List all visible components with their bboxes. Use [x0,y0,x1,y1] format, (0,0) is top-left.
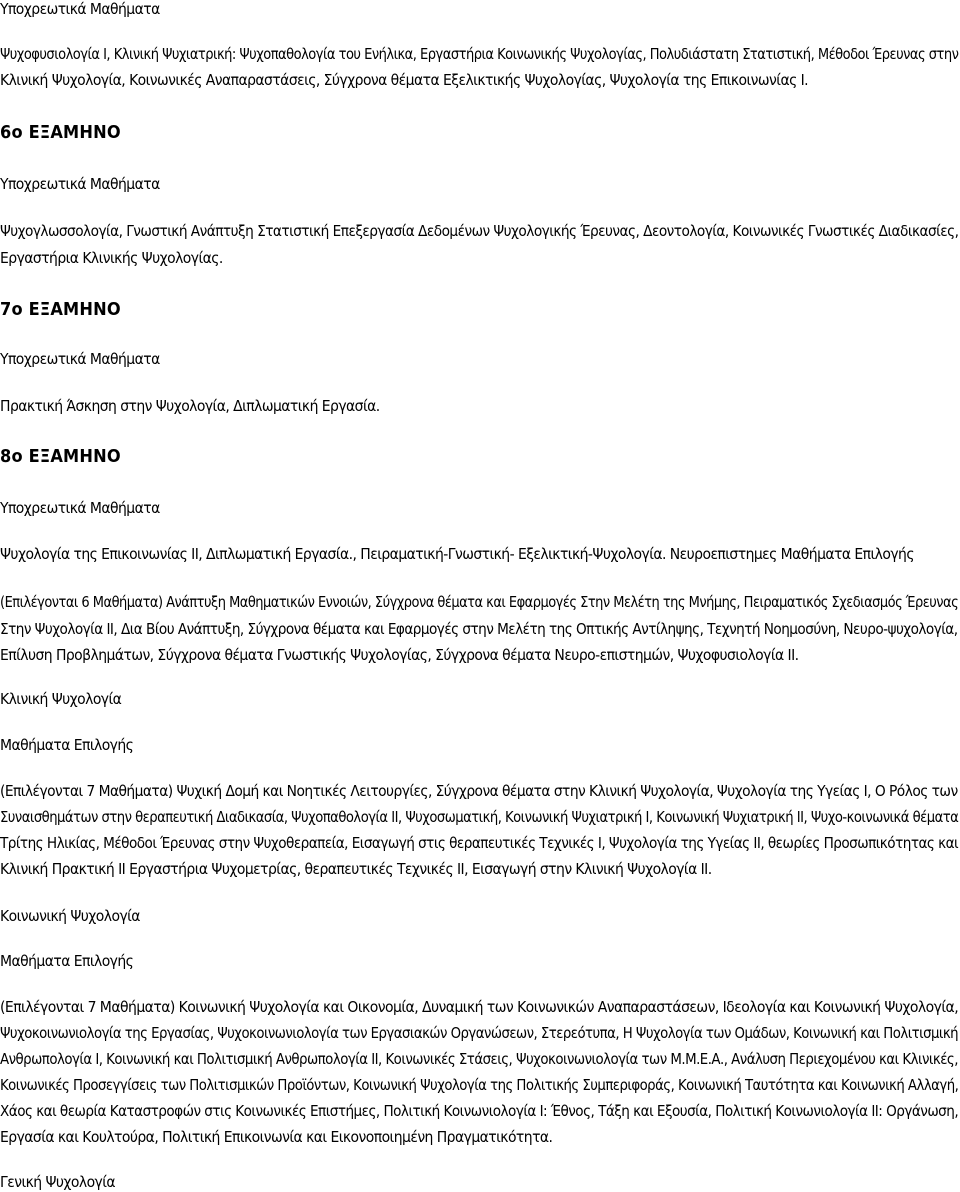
semester-heading: 6ο ΕΞΑΜΗΝΟ [0,122,121,143]
paragraph-line: Συναισθημάτων στην θεραπευτική Διαδικασία, Ψυχοπαθολογία ΙΙ, Ψυχοσωματική, Κοινωνική Ψυχιατρική Ι, Κοινωνική Ψυχιατρική ΙΙ, Ψυχο-κοινωνικά θέματα [0,808,959,826]
paragraph-line: Κλινική Πρακτική ΙΙ Εργαστήρια Ψυχομετρίας, θεραπευτικές Τεχνικές ΙΙ, Εισαγωγή στην Κλινική Ψυχολογία ΙΙ. [0,860,712,878]
section-label: Μαθήματα Επιλογής [0,736,134,754]
paragraph-line: Τρίτης Ηλικίας, Μέθοδοι Έρευνας στην Ψυχοθεραπεία, Εισαγωγή στις θεραπευτικές Τεχνικές Ι, Ψυχολογία της Υγείας ΙΙ, θεωρίες Προσωπικότητας και [0,834,959,852]
paragraph-line: Εργαστήρια Κλινικής Ψυχολογίας. [0,249,223,267]
paragraph-line: Πρακτική Άσκηση στην Ψυχολογία, Διπλωματική Εργασία. [0,397,380,415]
paragraph-line: (Επιλέγονται 6 Μαθήματα) Ανάπτυξη Μαθηματικών Εννοιών, Σύγχρονα θέματα και Εφαρμογές Στην Μελέτη της Μνήμης, Πειραματικός Σχεδιασμός Έρευνας [0,593,959,611]
section-label: Υποχρεωτικά Μαθήματα [0,350,160,368]
paragraph-line: (Επιλέγονται 7 Μαθήματα) Κοινωνική Ψυχολογία και Οικονομία, Δυναμική των Κοινωνικών Αναπαραστάσεων, Ιδεολογία και Κοινωνική Ψυχολογία, [0,998,959,1016]
section-label: Γενική Ψυχολογία [0,1173,116,1191]
section-label: Κοινωνική Ψυχολογία [0,907,140,925]
paragraph-line: Ψυχοκοινωνιολογία της Εργασίας, Ψυχοκοινωνιολογία των Εργασιακών Οργανώσεων, Στερεότυπα, Η Ψυχολογία των Ομάδων, Κοινωνική και Πολιτισμική [0,1024,959,1042]
section-label: Κλινική Ψυχολογία [0,690,122,708]
section-label: Υποχρεωτικά Μαθήματα [0,0,160,18]
semester-heading: 7ο ΕΞΑΜΗΝΟ [0,299,121,320]
paragraph-line: Ψυχολογία της Επικοινωνίας ΙΙ, Διπλωματική Εργασία., Πειραματική-Γνωστική- Εξελικτική-Ψυχολογία. Νευροεπιστημες Μαθήματα Επιλογής [0,545,914,563]
section-label: Μαθήματα Επιλογής [0,952,134,970]
section-label: Υποχρεωτικά Μαθήματα [0,175,160,193]
paragraph-line: Επίλυση Προβλημάτων, Σύγχρονα θέματα Γνωστικής Ψυχολογίας, Σύγχρονα θέματα Νευρο-επιστημών, Ψυχοφυσιολογία ΙΙ. [0,646,799,664]
paragraph-line: Ψυχοφυσιολογία Ι, Κλινική Ψυχιατρική: Ψυχοπαθολογία του Ενήλικα, Εργαστήρια Κοινωνικής Ψυχολογίας, Πολυδιάστατη Στατιστική, Μέθοδοι Έρευνας στην [0,45,959,63]
paragraph-line: Κοινωνικές Προσεγγίσεις των Πολιτισμικών Προϊόντων, Κοινωνική Ψυχολογία της Πολιτικής Συμπεριφοράς, Κοινωνική Ταυτότητα και Κοινωνική Αλλαγή, [0,1076,959,1094]
paragraph-line: Κλινική Ψυχολογία, Κοινωνικές Αναπαραστάσεις, Σύγχρονα θέματα Εξελικτικής Ψυχολογίας, Ψυχολογία της Επικοινωνίας Ι. [0,71,809,89]
paragraph-line: Στην Ψυχολογία ΙΙ, Δια Βίου Ανάπτυξη, Σύγχρονα θέματα και Εφαρμογές στην Μελέτη της Οπτικής Αντίληψης, Τεχνητή Νοημοσύνη, Νευρο-ψυχολογία, [0,620,958,638]
paragraph-line: (Επιλέγονται 7 Μαθήματα) Ψυχική Δομή και Νοητικές Λειτουργίες, Σύγχρονα θέματα στην Κλινική Ψυχολογία, Ψυχολογία της Υγείας Ι, Ο Ρόλος των [0,782,958,800]
semester-heading: 8ο ΕΞΑΜΗΝΟ [0,446,121,467]
paragraph-line: Ανθρωπολογία Ι, Κοινωνική και Πολιτισμική Ανθρωπολογία ΙΙ, Κοινωνικές Στάσεις, Ψυχοκοινωνιολογία των Μ.Μ.Ε.Α., Ανάλυση Περιεχομένου και Κλινικές, [0,1050,958,1068]
section-label: Υποχρεωτικά Μαθήματα [0,499,160,517]
paragraph-line: Χάος και θεωρία Καταστροφών στις Κοινωνικές Επιστήμες, Πολιτική Κοινωνιολογία Ι: Έθνος, Τάξη και Εξουσία, Πολιτική Κοινωνιολογία ΙΙ: Οργάνωση, [0,1102,959,1120]
paragraph-line: Ψυχογλωσσολογία, Γνωστική Ανάπτυξη Στατιστική Επεξεργασία Δεδομένων Ψυχολογικής Έρευνας, Δεοντολογία, Κοινωνικές Γνωστικές Διαδικασίες, [0,222,959,240]
paragraph-line: Εργασία και Κουλτούρα, Πολιτική Επικοινωνία και Εικονοποιημένη Πραγματικότητα. [0,1128,553,1146]
